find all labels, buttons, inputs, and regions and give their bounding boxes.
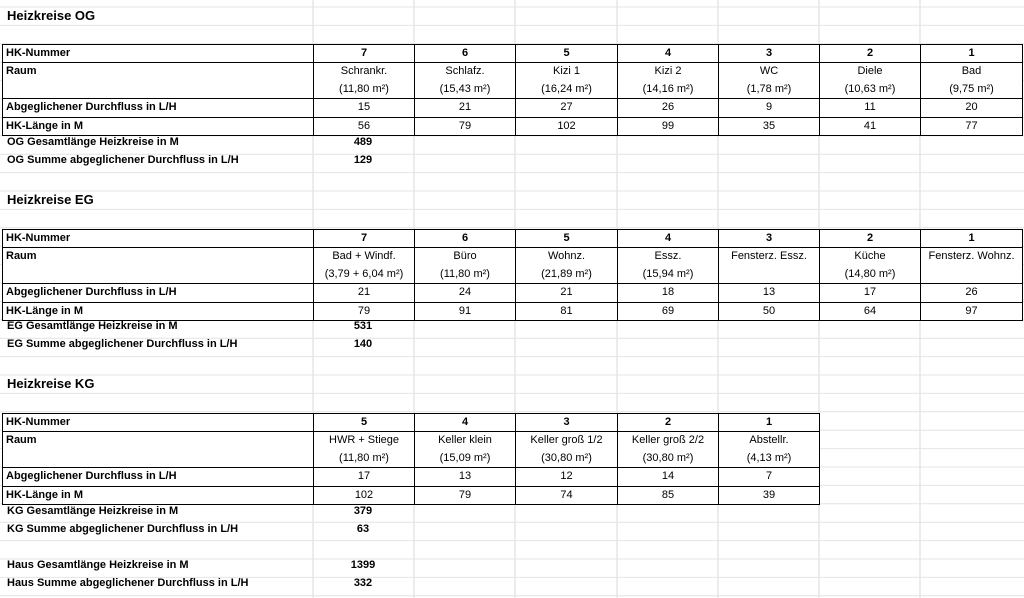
hk-nummer-cell[interactable]: 2 — [820, 230, 921, 248]
summary-label[interactable]: Haus Gesamtlänge Heizkreise in M — [7, 559, 189, 571]
raum-flaeche: (11,80 m²) — [440, 267, 490, 280]
laenge-cell[interactable]: 41 — [820, 117, 921, 135]
row-label[interactable]: Raum — [3, 432, 314, 468]
durchfluss-cell[interactable]: 21 — [415, 99, 516, 117]
section-kg-title: Heizkreise KG — [7, 376, 95, 391]
raum-flaeche: (15,94 m²) — [642, 267, 694, 280]
hk-nummer-cell[interactable]: 1 — [921, 45, 1023, 63]
row-raum — [3, 63, 1023, 99]
raum-name: Diele — [857, 65, 883, 78]
durchfluss-cell[interactable]: 24 — [415, 284, 516, 302]
summary-value[interactable]: 332 — [353, 577, 373, 589]
row-hk-nummer — [3, 45, 1023, 63]
row-label[interactable]: HK-Länge in M — [3, 302, 314, 320]
summary-value[interactable]: 140 — [353, 338, 373, 350]
laenge-cell[interactable]: 77 — [921, 117, 1023, 135]
laenge-cell[interactable]: 81 — [516, 302, 618, 320]
summary-label[interactable]: EG Summe abgeglichener Durchfluss in L/H — [7, 338, 238, 350]
durchfluss-cell[interactable]: 18 — [618, 284, 719, 302]
row-label[interactable]: HK-Nummer — [3, 45, 314, 63]
row-raum — [3, 248, 1023, 284]
laenge-cell[interactable]: 64 — [820, 302, 921, 320]
row-durchfluss — [3, 99, 1023, 117]
laenge-cell[interactable]: 91 — [415, 302, 516, 320]
raum-name: WC — [759, 65, 779, 78]
raum-flaeche: (16,24 m²) — [541, 82, 592, 95]
row-label[interactable]: Raum — [3, 248, 314, 284]
row-hk-nummer — [3, 414, 820, 432]
raum-cell[interactable] — [618, 248, 719, 284]
hk-nummer-cell[interactable]: 4 — [618, 45, 719, 63]
summary-value[interactable]: 489 — [353, 136, 373, 148]
raum-name: Bad — [961, 65, 982, 78]
durchfluss-cell[interactable]: 20 — [921, 99, 1023, 117]
summary-value[interactable]: 63 — [356, 523, 370, 535]
raum-cell[interactable] — [516, 432, 618, 468]
raum-name: Essz. — [654, 250, 682, 263]
row-raum — [3, 432, 820, 468]
hk-nummer-cell[interactable]: 7 — [314, 45, 415, 63]
hk-nummer-cell[interactable]: 6 — [415, 230, 516, 248]
hk-nummer-cell[interactable]: 7 — [314, 230, 415, 248]
raum-cell[interactable] — [314, 63, 415, 99]
raum-cell[interactable] — [921, 248, 1023, 284]
house-summary — [0, 559, 1024, 595]
summary-value[interactable]: 531 — [353, 320, 373, 332]
raum-cell[interactable] — [719, 63, 820, 99]
table-og — [2, 44, 1023, 136]
raum-flaeche: (9,75 m²) — [949, 82, 994, 95]
durchfluss-cell[interactable]: 26 — [618, 99, 719, 117]
hk-nummer-cell[interactable]: 3 — [516, 414, 618, 432]
row-label[interactable]: Raum — [3, 63, 314, 99]
raum-name: Kizi 2 — [654, 65, 682, 78]
summary-value[interactable]: 379 — [353, 505, 373, 517]
raum-cell[interactable] — [516, 248, 618, 284]
summary-label[interactable]: Haus Summe abgeglichener Durchfluss in L/H — [7, 577, 249, 589]
raum-cell[interactable] — [314, 248, 415, 284]
raum-flaeche: (14,16 m²) — [642, 82, 694, 95]
hk-nummer-cell[interactable]: 4 — [618, 230, 719, 248]
raum-flaeche: (1,78 m²) — [746, 82, 792, 95]
raum-flaeche: (11,80 m²) — [339, 451, 389, 464]
laenge-cell[interactable]: 102 — [516, 117, 618, 135]
durchfluss-cell[interactable]: 13 — [415, 468, 516, 486]
raum-flaeche: (10,63 m²) — [844, 82, 896, 95]
laenge-cell[interactable]: 85 — [618, 486, 719, 504]
eg-summary — [0, 320, 1024, 356]
section-og-title: Heizkreise OG — [7, 8, 96, 23]
summary-value[interactable]: 1399 — [350, 559, 376, 571]
hk-nummer-cell[interactable]: 5 — [516, 230, 618, 248]
laenge-cell[interactable]: 79 — [314, 302, 415, 320]
hk-nummer-cell[interactable]: 2 — [618, 414, 719, 432]
row-label[interactable]: HK-Nummer — [3, 230, 314, 248]
row-laenge — [3, 302, 1023, 320]
laenge-cell[interactable]: 102 — [314, 486, 415, 504]
table-kg — [2, 413, 820, 505]
durchfluss-cell[interactable]: 13 — [719, 284, 820, 302]
durchfluss-cell[interactable]: 26 — [921, 284, 1023, 302]
laenge-cell[interactable]: 97 — [921, 302, 1023, 320]
hk-nummer-cell[interactable]: 3 — [719, 230, 820, 248]
durchfluss-cell[interactable]: 17 — [820, 284, 921, 302]
row-durchfluss — [3, 468, 820, 486]
laenge-cell[interactable]: 79 — [415, 486, 516, 504]
raum-name: Keller groß 1/2 — [530, 434, 603, 447]
raum-flaeche: (30,80 m²) — [642, 451, 694, 464]
raum-cell[interactable] — [719, 248, 820, 284]
raum-name: Bad + Windf. — [332, 250, 396, 263]
hk-nummer-cell[interactable]: 6 — [415, 45, 516, 63]
raum-flaeche: (11,80 m²) — [339, 82, 389, 95]
raum-name: Keller klein — [438, 434, 492, 447]
laenge-cell[interactable]: 69 — [618, 302, 719, 320]
durchfluss-cell[interactable]: 11 — [820, 99, 921, 117]
row-label[interactable]: HK-Länge in M — [3, 117, 314, 135]
durchfluss-cell[interactable]: 15 — [314, 99, 415, 117]
laenge-cell[interactable]: 79 — [415, 117, 516, 135]
summary-label[interactable]: EG Gesamtlänge Heizkreise in M — [7, 320, 178, 332]
durchfluss-cell[interactable]: 27 — [516, 99, 618, 117]
hk-nummer-cell[interactable]: 5 — [314, 414, 415, 432]
raum-name: Fensterz. Essz. — [731, 250, 807, 263]
durchfluss-cell[interactable]: 7 — [719, 468, 820, 486]
row-label[interactable]: HK-Länge in M — [3, 486, 314, 504]
durchfluss-cell[interactable]: 21 — [314, 284, 415, 302]
hk-nummer-cell[interactable]: 3 — [719, 45, 820, 63]
durchfluss-cell[interactable]: 9 — [719, 99, 820, 117]
summary-label[interactable]: KG Gesamtlänge Heizkreise in M — [7, 505, 179, 517]
raum-cell[interactable] — [719, 432, 820, 468]
hk-nummer-cell[interactable]: 4 — [415, 414, 516, 432]
raum-cell[interactable] — [618, 432, 719, 468]
laenge-cell[interactable]: 35 — [719, 117, 820, 135]
laenge-cell[interactable]: 56 — [314, 117, 415, 135]
raum-name: Keller groß 2/2 — [631, 434, 705, 447]
raum-cell[interactable] — [516, 63, 618, 99]
row-label[interactable]: Abgeglichener Durchfluss in L/H — [3, 284, 314, 302]
raum-flaeche: (4,13 m²) — [746, 451, 792, 464]
durchfluss-cell[interactable]: 14 — [618, 468, 719, 486]
raum-flaeche: (15,09 m²) — [439, 451, 491, 464]
raum-flaeche: (30,80 m²) — [541, 451, 592, 464]
row-durchfluss — [3, 284, 1023, 302]
raum-name: Schrankr. — [340, 65, 388, 78]
raum-name: Wohnz. — [547, 250, 586, 263]
raum-cell[interactable] — [921, 63, 1023, 99]
section-eg-title: Heizkreise EG — [7, 192, 94, 207]
raum-flaeche: (14,80 m²) — [844, 267, 896, 280]
raum-name: Büro — [453, 250, 477, 263]
kg-summary — [0, 505, 1024, 541]
raum-cell[interactable] — [415, 432, 516, 468]
laenge-cell[interactable]: 39 — [719, 486, 820, 504]
durchfluss-cell[interactable]: 12 — [516, 468, 618, 486]
summary-value[interactable]: 129 — [353, 154, 373, 166]
hk-nummer-cell[interactable]: 2 — [820, 45, 921, 63]
raum-flaeche: (21,89 m²) — [541, 267, 592, 280]
raum-cell[interactable] — [415, 248, 516, 284]
row-laenge — [3, 117, 1023, 135]
og-summary — [0, 136, 1024, 172]
summary-label[interactable]: KG Summe abgeglichener Durchfluss in L/H — [7, 523, 239, 535]
hk-nummer-cell[interactable]: 1 — [921, 230, 1023, 248]
raum-cell[interactable] — [820, 248, 921, 284]
raum-cell[interactable] — [820, 63, 921, 99]
table-eg — [2, 229, 1023, 321]
raum-name: Abstellr. — [749, 434, 789, 447]
raum-name: Küche — [854, 250, 886, 263]
raum-name: Kizi 1 — [553, 65, 580, 78]
raum-flaeche: (15,43 m²) — [439, 82, 491, 95]
hk-nummer-cell[interactable]: 1 — [719, 414, 820, 432]
raum-cell[interactable] — [314, 432, 415, 468]
hk-nummer-cell[interactable]: 5 — [516, 45, 618, 63]
row-label[interactable]: HK-Nummer — [3, 414, 314, 432]
summary-label[interactable]: OG Gesamtlänge Heizkreise in M — [7, 136, 179, 148]
row-hk-nummer — [3, 230, 1023, 248]
durchfluss-cell[interactable]: 21 — [516, 284, 618, 302]
raum-cell[interactable] — [415, 63, 516, 99]
laenge-cell[interactable]: 50 — [719, 302, 820, 320]
durchfluss-cell[interactable]: 17 — [314, 468, 415, 486]
raum-name: Fensterz. Wohnz. — [928, 250, 1015, 263]
row-label[interactable]: Abgeglichener Durchfluss in L/H — [3, 468, 314, 486]
summary-label[interactable]: OG Summe abgeglichener Durchfluss in L/H — [7, 154, 239, 166]
row-laenge — [3, 486, 820, 504]
laenge-cell[interactable]: 74 — [516, 486, 618, 504]
laenge-cell[interactable]: 99 — [618, 117, 719, 135]
raum-flaeche: (3,79 + 6,04 m²) — [324, 267, 404, 280]
raum-name: HWR + Stiege — [329, 434, 399, 447]
raum-name: Schlafz. — [445, 65, 485, 78]
raum-cell[interactable] — [618, 63, 719, 99]
row-label[interactable]: Abgeglichener Durchfluss in L/H — [3, 99, 314, 117]
